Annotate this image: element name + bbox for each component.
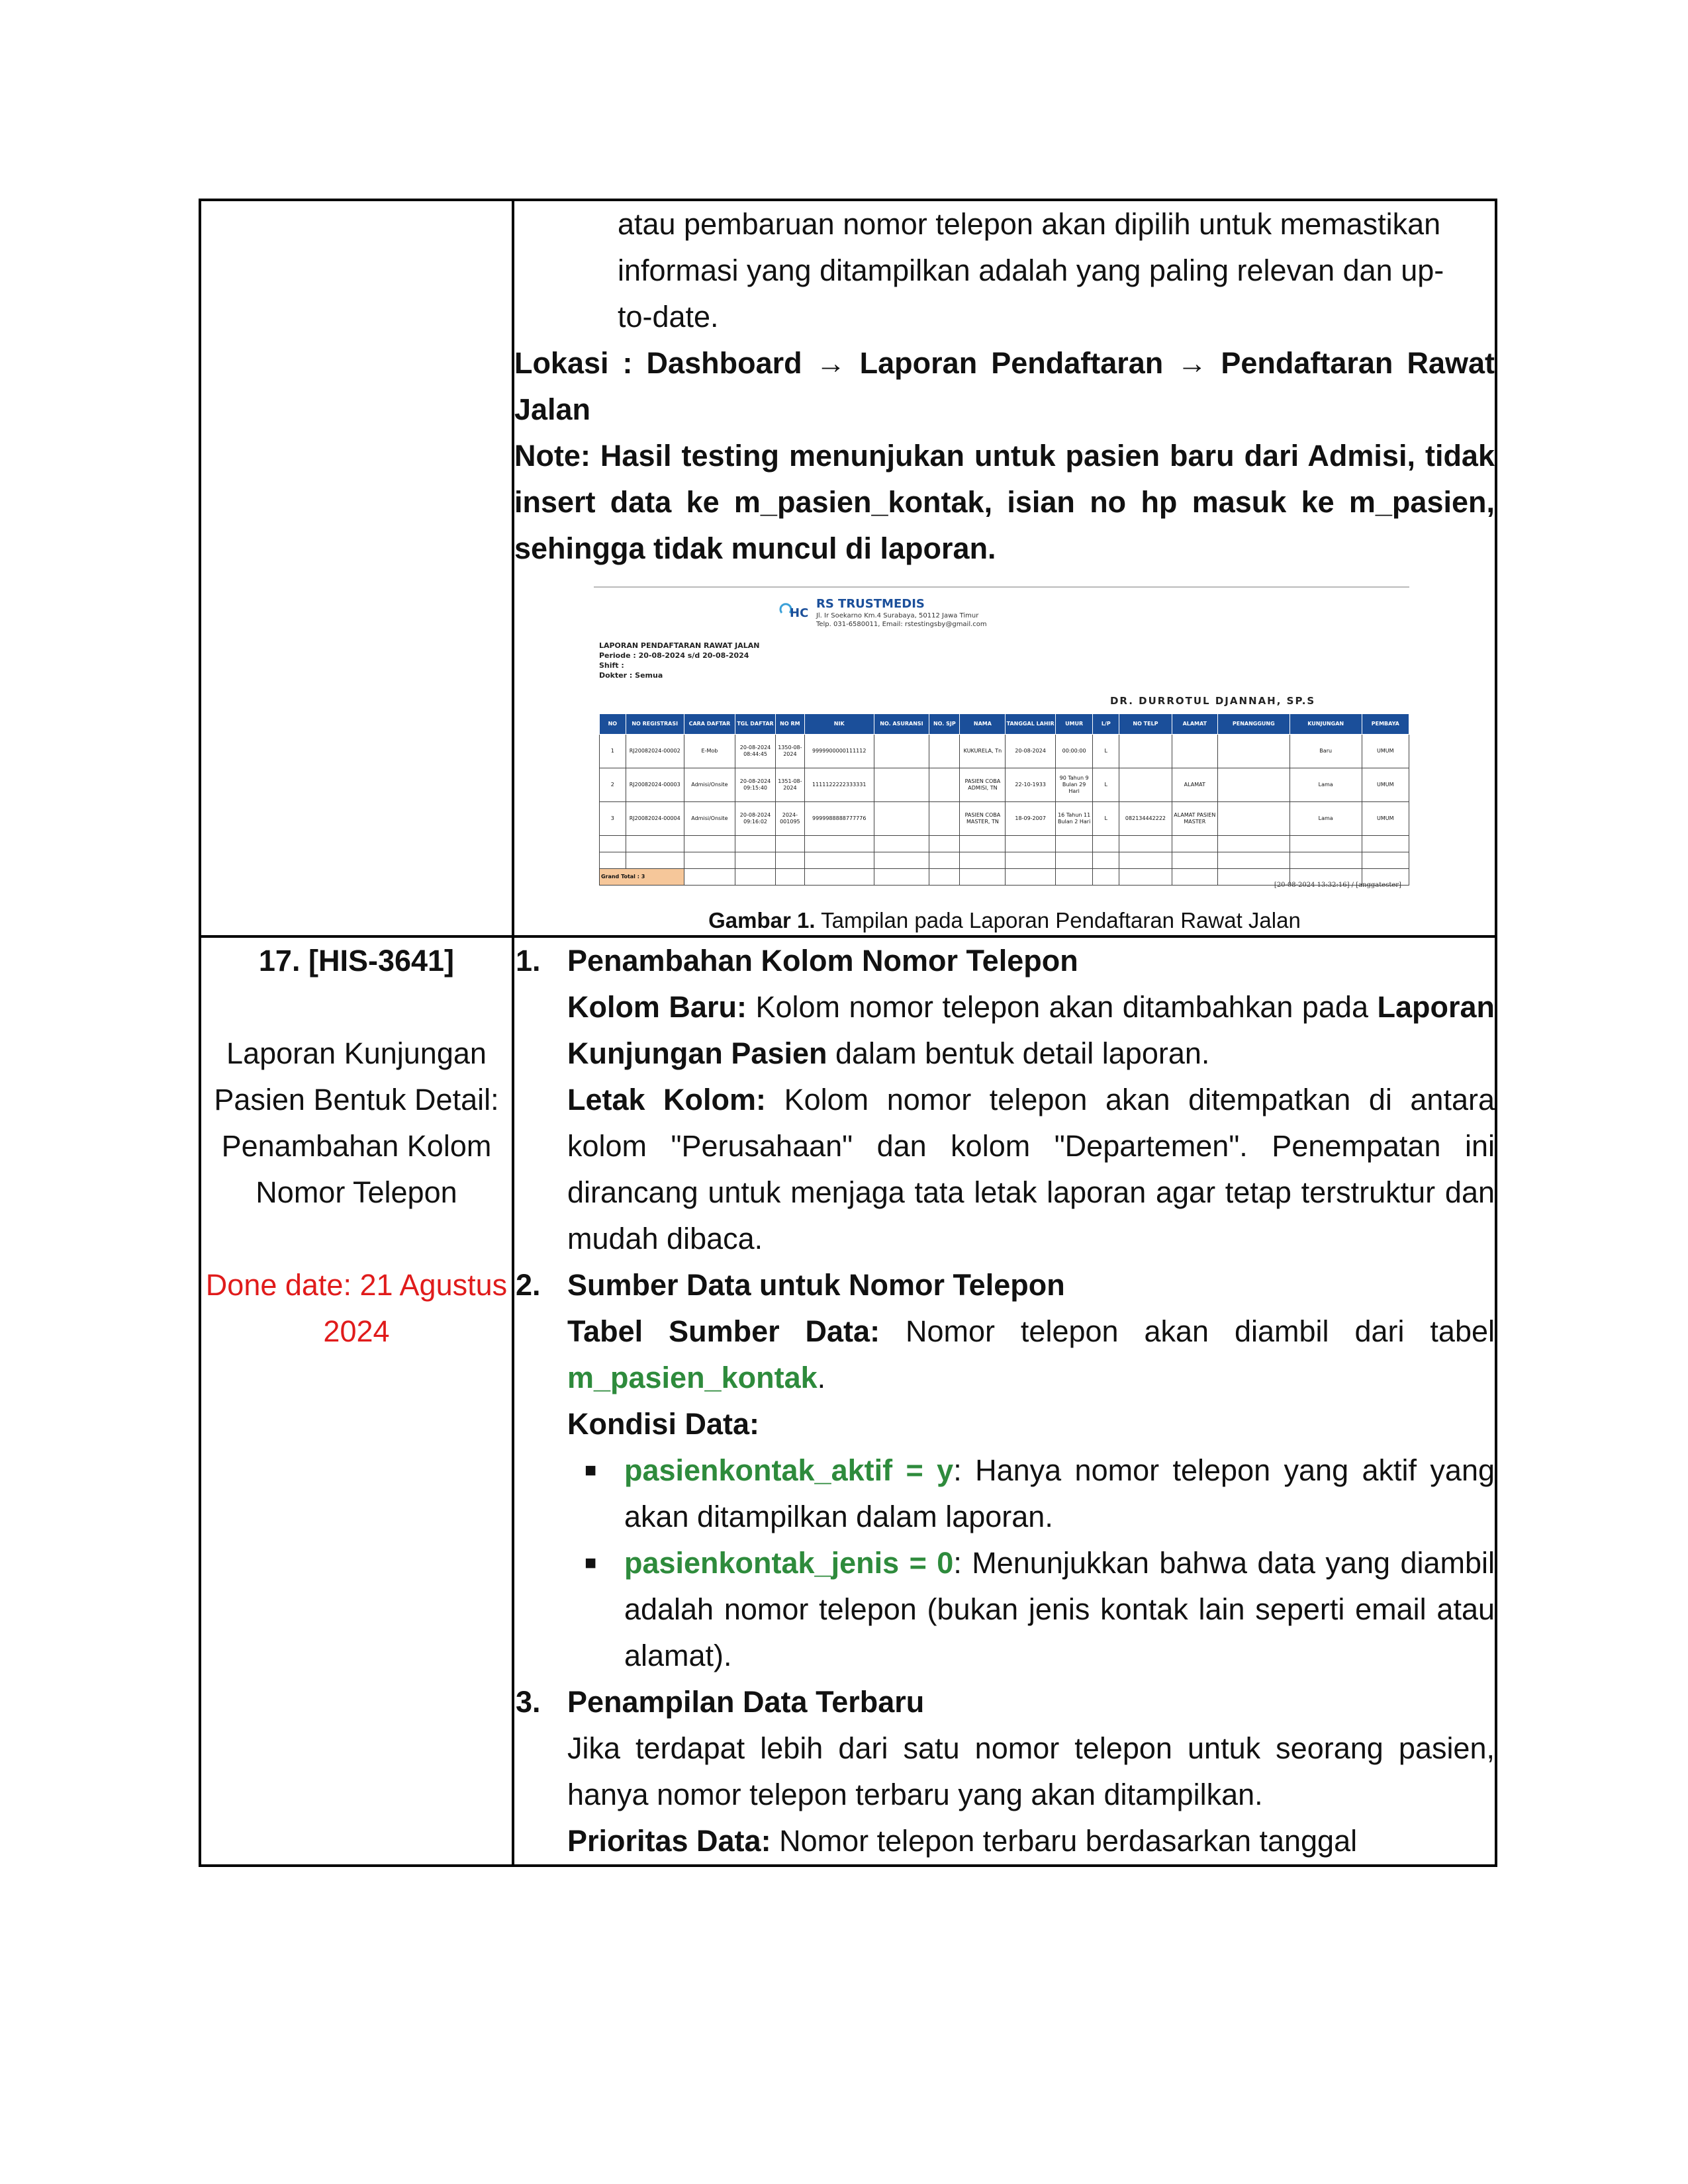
- report-column-header: L/P: [1093, 714, 1119, 735]
- report-cell: E-Mob: [684, 735, 735, 768]
- report-column-header: NO REGISTRASI: [626, 714, 684, 735]
- item-number: 1.: [515, 944, 541, 978]
- report-column-header: NAMA: [960, 714, 1006, 735]
- address-line: Jl. Ir Soekarno Km.4 Surabaya, 50112 Jawa Timur: [816, 612, 979, 619]
- report-cell: 9999900000111112: [804, 735, 874, 768]
- report-table: [599, 713, 1409, 886]
- report-header-row: [599, 714, 1409, 735]
- report-column-header: PEMBAYA: [1362, 714, 1409, 735]
- item-heading: Penampilan Data Terbaru: [567, 1685, 925, 1719]
- report-cell: UMUM: [1362, 802, 1409, 836]
- report-cell: 2: [599, 768, 626, 802]
- row1-right-cell: [513, 200, 1496, 936]
- report-cell: [1217, 802, 1289, 836]
- report-cell: 1: [599, 735, 626, 768]
- report-header: [599, 641, 760, 680]
- continued-line: informasi yang ditampilkan adalah yang paling relevan dan up-: [617, 253, 1444, 287]
- report-column-header: NIK: [804, 714, 874, 735]
- report-cell: 22-10-1933: [1006, 768, 1055, 802]
- report-cell: [1119, 735, 1172, 768]
- item-paragraph: Letak Kolom: Kolom nomor telepon akan ditempatkan di antara kolom "Perusahaan" dan kolom "Departemen". Penempatan ini dirancang untuk menjaga tata letak laporan agar tetap terstruktur dan mudah dibaca.: [567, 1083, 1495, 1255]
- report-cell: 20-08-2024 09:16:02: [735, 802, 776, 836]
- bullet-item: ■ pasienkontak_aktif = y: Hanya nomor telepon yang aktif yang akan ditampilkan dalam laporan.: [567, 1447, 1495, 1540]
- report-column-header: NO RM: [775, 714, 804, 735]
- report-cell: L: [1093, 768, 1119, 802]
- report-cell: RJ20082024-00004: [626, 802, 684, 836]
- hospital-address: [816, 612, 1081, 629]
- item-paragraph: Jika terdapat lebih dari satu nomor telepon untuk seorang pasien, hanya nomor telepon terbaru yang akan ditampilkan.: [567, 1731, 1495, 1811]
- item-number: 2.: [515, 1268, 541, 1302]
- report-cell: Lama: [1289, 768, 1362, 802]
- item-paragraph: Tabel Sumber Data: Nomor telepon akan diambil dari tabel m_pasien_kontak.: [567, 1314, 1495, 1394]
- ticket-id: 17. [HIS-3641]: [258, 944, 455, 978]
- report-column-header: NO TELP: [1119, 714, 1172, 735]
- report-cell: [874, 768, 929, 802]
- report-column-header: ALAMAT: [1172, 714, 1217, 735]
- bullet-item: ■ pasienkontak_jenis = 0: Menunjukkan bahwa data yang diambil adalah nomor telepon (bukan jenis kontak lain seperti email atau alamat).: [567, 1540, 1495, 1679]
- report-cell: 3: [599, 802, 626, 836]
- report-footer: [20-08-2024 13:32:16] / [anggatester]: [1274, 882, 1401, 889]
- report-cell: Lama: [1289, 802, 1362, 836]
- report-column-header: PENANGGUNG: [1217, 714, 1289, 735]
- report-cell: Admisi/Onsite: [684, 768, 735, 802]
- report-empty-row: [599, 836, 1409, 852]
- report-cell: UMUM: [1362, 768, 1409, 802]
- report-cell: 20-08-2024 09:15:40: [735, 768, 776, 802]
- done-date: Done date: 21 Agustus 2024: [205, 1268, 508, 1348]
- report-cell: L: [1093, 735, 1119, 768]
- report-column-header: CARA DAFTAR: [684, 714, 735, 735]
- report-column-header: UMUR: [1055, 714, 1093, 735]
- list-item: [514, 938, 1495, 1262]
- report-cell: [1217, 735, 1289, 768]
- caption-text: Tampilan pada Laporan Pendaftaran Rawat Jalan: [815, 908, 1301, 933]
- ticket-title: Laporan Kunjungan Pasien Bentuk Detail: Penambahan Kolom Nomor Telepon: [214, 1036, 499, 1209]
- row2-right-cell: [513, 936, 1496, 1866]
- report-cell: PASIEN COBA MASTER, TN: [960, 802, 1006, 836]
- report-column-header: TANGGAL LAHIR: [1006, 714, 1055, 735]
- row1-left-cell: [200, 200, 513, 936]
- report-column-header: NO. ASURANSI: [874, 714, 929, 735]
- report-empty-row: [599, 852, 1409, 869]
- report-cell: 20-08-2024 08:44:45: [735, 735, 776, 768]
- caption-label: Gambar 1.: [708, 908, 816, 933]
- grand-total: Grand Total : 3: [599, 869, 684, 886]
- report-cell: L: [1093, 802, 1119, 836]
- continued-line: to-date.: [617, 300, 719, 334]
- table-row: [200, 936, 1496, 1866]
- item-subheading: Kondisi Data:: [567, 1407, 759, 1441]
- report-cell: [874, 802, 929, 836]
- report-cell: [874, 735, 929, 768]
- report-cell: 2024-001095: [775, 802, 804, 836]
- report-cell: ALAMAT: [1172, 768, 1217, 802]
- report-row: [599, 768, 1409, 802]
- report-cell: 9999988888777776: [804, 802, 874, 836]
- report-periode: Periode : 20-08-2024 s/d 20-08-2024: [598, 651, 749, 660]
- hospital-name: RS TRUSTMEDIS: [816, 597, 925, 611]
- report-screenshot: [594, 584, 1409, 891]
- continued-line: atau pembaruan nomor telepon akan dipilih untuk memastikan: [617, 207, 1441, 241]
- report-cell: RJ20082024-00002: [626, 735, 684, 768]
- report-cell: [1119, 768, 1172, 802]
- report-cell: 082134442222: [1119, 802, 1172, 836]
- report-cell: 18-09-2007: [1006, 802, 1055, 836]
- row2-left-cell: [200, 936, 513, 1866]
- report-cell: PASIEN COBA ADMISI, TN: [960, 768, 1006, 802]
- report-cell: Admisi/Onsite: [684, 802, 735, 836]
- square-bullet-icon: ■: [584, 1552, 597, 1574]
- report-cell: [929, 735, 960, 768]
- square-bullet-icon: ■: [584, 1459, 597, 1481]
- report-cell: 16 Tahun 11 Bulan 2 Hari: [1055, 802, 1093, 836]
- report-cell: 1351-08-2024: [775, 768, 804, 802]
- report-column-header: KUNJUNGAN: [1289, 714, 1362, 735]
- report-column-header: NO: [599, 714, 626, 735]
- report-cell: 90 Tahun 9 Bulan 29 Hari: [1055, 768, 1093, 802]
- report-cell: [929, 768, 960, 802]
- item-paragraph: Prioritas Data: Nomor telepon terbaru berdasarkan tanggal: [567, 1824, 1358, 1858]
- report-cell: KUKURELA, Tn: [960, 735, 1006, 768]
- report-cell: [1217, 768, 1289, 802]
- report-row: [599, 735, 1409, 768]
- lokasi-text: Lokasi : Dashboard → Laporan Pendaftaran → Pendaftaran Rawat Jalan: [514, 346, 1495, 426]
- report-title: LAPORAN PENDAFTARAN RAWAT JALAN: [598, 641, 760, 650]
- report-shift: Shift :: [598, 661, 624, 670]
- report-cell: 20-08-2024: [1006, 735, 1055, 768]
- list-item: [514, 1262, 1495, 1679]
- report-dokter: Dokter : Semua: [598, 671, 663, 680]
- report-cell: 1350-08-2024: [775, 735, 804, 768]
- continued-paragraph: [618, 201, 1495, 340]
- report-column-header: NO. SJP: [929, 714, 960, 735]
- report-cell: Baru: [1289, 735, 1362, 768]
- item-heading: Sumber Data untuk Nomor Telepon: [567, 1268, 1065, 1302]
- item-paragraph: Kolom Baru: Kolom nomor telepon akan ditambahkan pada Laporan Kunjungan Pasien dalam bentuk detail laporan.: [567, 990, 1495, 1070]
- svg-text:HC: HC: [789, 606, 809, 620]
- report-cell: RJ20082024-00003: [626, 768, 684, 802]
- item-number: 3.: [515, 1685, 541, 1719]
- doctor-name: DR. DURROTUL DJANNAH, SP.S: [1109, 695, 1316, 707]
- report-divider: [594, 586, 1409, 588]
- report-cell: UMUM: [1362, 735, 1409, 768]
- list-item: [514, 1679, 1495, 1864]
- report-cell: ALAMAT PASIEN MASTER: [1172, 802, 1217, 836]
- figure-caption: [514, 906, 1495, 935]
- hospital-logo-icon: [778, 600, 810, 626]
- report-cell: 1111122222333331: [804, 768, 874, 802]
- report-row: [599, 802, 1409, 836]
- table-row: [200, 200, 1496, 936]
- report-cell: 00:00:00: [1055, 735, 1093, 768]
- document-table: [199, 199, 1497, 1867]
- report-cell: [1172, 735, 1217, 768]
- report-column-header: TGL DAFTAR: [735, 714, 776, 735]
- item-heading: Penambahan Kolom Nomor Telepon: [567, 944, 1078, 978]
- note-text: Note: Hasil testing menunjukan untuk pasien baru dari Admisi, tidak insert data ke m_pasien_kontak, isian no hp masuk ke m_pasien, sehingga tidak muncul di laporan.: [514, 439, 1495, 565]
- address-line: Telp. 031-6580011, Email: rstestingsby@gmail.com: [816, 621, 987, 628]
- report-cell: [929, 802, 960, 836]
